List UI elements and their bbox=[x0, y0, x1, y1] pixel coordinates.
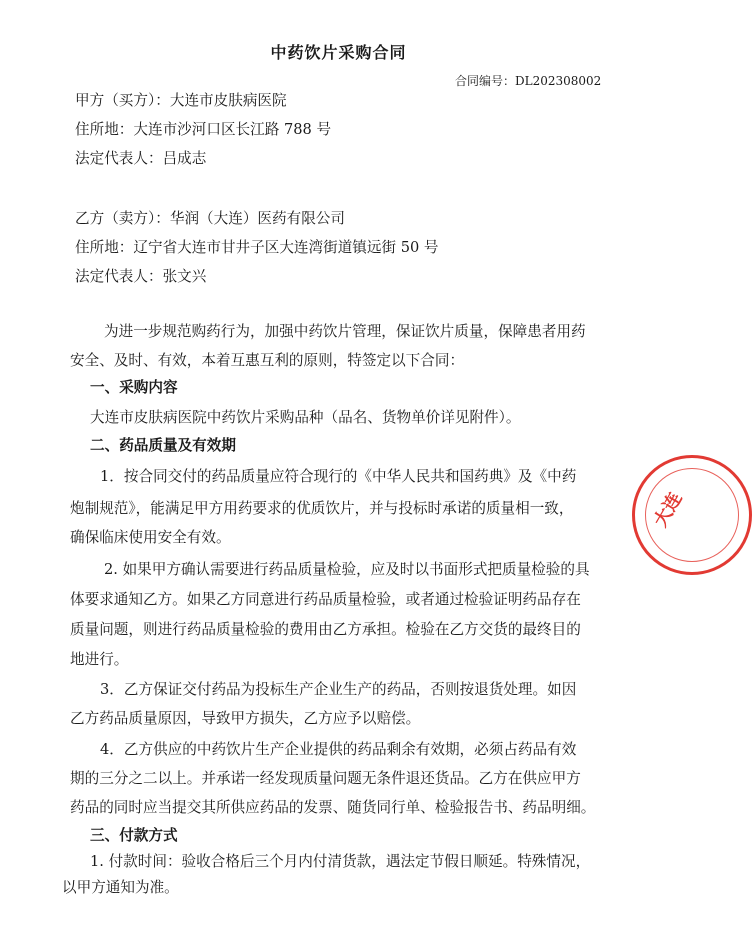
section-3-p1-line: 以甲方通知为准。 bbox=[62, 879, 179, 896]
intro-line: 安全、及时、有效，本着互惠互利的原则，特签定以下合同： bbox=[70, 352, 465, 369]
section-2-p3-line: 乙方药品质量原因，导致甲方损失，乙方应予以赔偿。 bbox=[70, 710, 421, 727]
section-2-p4-line: 期的三分之二以上。并承诺一经发现质量问题无条件退还货品。乙方在供应甲方 bbox=[70, 770, 581, 787]
section-2-p4-line: 4．乙方供应的中药饮片生产企业提供的药品剩余有效期，必须占药品有效 bbox=[100, 741, 577, 758]
section-2-p2-line: 体要求通知乙方。如果乙方同意进行药品质量检验，或者通过检验证明药品存在 bbox=[70, 591, 581, 608]
section-3-heading: 三、付款方式 bbox=[90, 827, 178, 844]
intro-line: 为进一步规范购药行为，加强中药饮片管理，保证饮片质量，保障患者用药 bbox=[104, 323, 586, 340]
section-2-p2-line: 地进行。 bbox=[70, 651, 129, 668]
party-b-address: 住所地：辽宁省大连市甘井子区大连湾街道镇远街 50 号 bbox=[75, 239, 439, 256]
section-3-p1-line: 1. 付款时间：验收合格后三个月内付清货款，遇法定节假日顺延。特殊情况， bbox=[90, 853, 591, 870]
section-2-p1-line: 炮制规范》，能满足甲方用药要求的优质饮片，并与投标时承诺的质量相一致， bbox=[70, 500, 574, 517]
seal-text: 大连 bbox=[650, 488, 687, 531]
section-2-heading: 二、药品质量及有效期 bbox=[90, 437, 236, 454]
section-2-p3-line: 3．乙方保证交付药品为投标生产企业生产的药品，否则按退货处理。如因 bbox=[100, 681, 577, 698]
company-seal bbox=[632, 455, 752, 575]
section-2-p4-line: 药品的同时应当提交其所供应药品的发票、随货同行单、检验报告书、药品明细。 bbox=[70, 799, 596, 816]
party-a-name: 甲方（买方）：大连市皮肤病医院 bbox=[75, 92, 287, 109]
section-2-p2-line: 2. 如果甲方确认需要进行药品质量检验，应及时以书面形式把质量检验的具 bbox=[104, 561, 590, 578]
party-a-representative: 法定代表人：吕成志 bbox=[75, 150, 207, 167]
party-a-address: 住所地：大连市沙河口区长江路 788 号 bbox=[75, 121, 332, 138]
section-1-line: 大连市皮肤病医院中药饮片采购品种（品名、货物单价详见附件）。 bbox=[90, 409, 521, 426]
section-2-p1-line: 确保临床使用安全有效。 bbox=[70, 529, 231, 546]
section-2-p1-line: 1．按合同交付的药品质量应符合现行的《中华人民共和国药典》及《中药 bbox=[100, 468, 577, 485]
party-b-name: 乙方（卖方）：华润（大连）医药有限公司 bbox=[75, 210, 345, 227]
section-2-p2-line: 质量问题，则进行药品质量检验的费用由乙方承担。检验在乙方交货的最终目的 bbox=[70, 621, 581, 638]
party-b-representative: 法定代表人：张文兴 bbox=[75, 268, 207, 285]
contract-number: 合同编号：DL202308002 bbox=[455, 74, 602, 88]
section-1-heading: 一、采购内容 bbox=[90, 379, 178, 396]
page-title: 中药饮片采购合同 bbox=[270, 43, 407, 62]
